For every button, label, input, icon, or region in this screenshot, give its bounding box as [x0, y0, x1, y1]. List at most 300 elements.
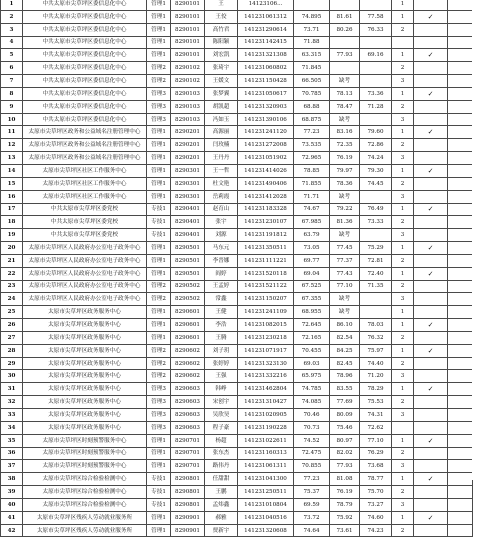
cell-name[interactable]: 王强	[205, 370, 238, 383]
cell-name[interactable]: 高竹君	[205, 23, 238, 36]
cell-post[interactable]: 管理3	[147, 87, 171, 100]
cell-name[interactable]: 孟炜鑫	[205, 498, 238, 511]
cell-exam-no[interactable]: 141231082015	[238, 319, 294, 332]
cell-blank[interactable]	[448, 447, 473, 460]
cell-code[interactable]: 8290502	[171, 280, 205, 293]
cell-code[interactable]: 8290102	[171, 62, 205, 75]
cell-name[interactable]: 王一哲	[205, 164, 238, 177]
cell-total-score[interactable]: 74.23	[360, 524, 392, 537]
cell-selected-mark[interactable]: ✓	[414, 242, 448, 255]
cell-post[interactable]: 专技1	[147, 473, 171, 486]
cell-exam-no[interactable]: 141231051902	[238, 152, 294, 165]
cell-written-score[interactable]	[294, 0, 330, 10]
cell-selected-mark[interactable]: ✓	[414, 319, 448, 332]
cell-seq[interactable]: 2	[1, 10, 23, 23]
cell-written-score[interactable]: 63.79	[294, 229, 330, 242]
cell-total-score[interactable]: 74.40	[360, 357, 392, 370]
cell-unit[interactable]: 太原市尖草坪区政务服务中心	[23, 370, 147, 383]
cell-total-score[interactable]: 78.29	[360, 383, 392, 396]
cell-rank[interactable]: 3	[392, 229, 414, 242]
cell-unit[interactable]: 太原市尖草坪区政务服务中心	[23, 383, 147, 396]
cell-exam-no[interactable]: 141231390106	[238, 113, 294, 126]
cell-blank[interactable]	[448, 524, 473, 537]
cell-selected-mark[interactable]: ✓	[414, 164, 448, 177]
cell-post[interactable]: 管理1	[147, 126, 171, 139]
cell-unit[interactable]: 中共太原市尖草坪区委信息化中心	[23, 49, 147, 62]
cell-blank[interactable]	[448, 280, 473, 293]
cell-unit[interactable]: 太原市尖草坪区时刻预警服务中心	[23, 460, 147, 473]
cell-blank[interactable]	[448, 203, 473, 216]
cell-written-score[interactable]: 73.72	[294, 511, 330, 524]
cell-total-score[interactable]: 72.62	[360, 421, 392, 434]
cell-name[interactable]: 刘宏凯	[205, 49, 238, 62]
cell-name[interactable]: 王佼	[205, 10, 238, 23]
cell-selected-mark[interactable]: ✓	[414, 473, 448, 486]
cell-total-score[interactable]: 76.29	[360, 447, 392, 460]
cell-post[interactable]: 专技1	[147, 203, 171, 216]
cell-selected-mark[interactable]	[414, 306, 448, 319]
cell-selected-mark[interactable]	[414, 370, 448, 383]
cell-blank[interactable]	[448, 152, 473, 165]
cell-total-score[interactable]: 79.60	[360, 126, 392, 139]
cell-seq[interactable]: 23	[1, 280, 23, 293]
cell-blank[interactable]	[448, 370, 473, 383]
cell-unit[interactable]: 中共太原市尖草坪区委党校	[23, 229, 147, 242]
cell-total-score[interactable]	[360, 190, 392, 203]
cell-exam-no[interactable]: 141231520118	[238, 267, 294, 280]
cell-seq[interactable]: 32	[1, 396, 23, 409]
cell-rank[interactable]: 3	[392, 152, 414, 165]
cell-name[interactable]: 张琦宇	[205, 62, 238, 75]
cell-interview-score[interactable]: 77.45	[330, 242, 360, 255]
cell-rank[interactable]: 3	[392, 460, 414, 473]
cell-blank[interactable]	[448, 23, 473, 36]
cell-interview-score[interactable]: 78.79	[330, 498, 360, 511]
cell-exam-no[interactable]: 141231320903	[238, 100, 294, 113]
cell-post[interactable]: 管理3	[147, 421, 171, 434]
cell-post[interactable]: 管理1	[147, 447, 171, 460]
cell-unit[interactable]: 太原市尖草坪区综合检验检测中心	[23, 498, 147, 511]
cell-interview-score[interactable]: 缺考	[330, 293, 360, 306]
cell-written-score[interactable]: 71.88	[294, 36, 330, 49]
cell-unit[interactable]: 太原市尖草坪区社区工作服务中心	[23, 164, 147, 177]
cell-name[interactable]: 任甜甜	[205, 473, 238, 486]
cell-written-score[interactable]: 69.03	[294, 357, 330, 370]
cell-code[interactable]: 8290901	[171, 524, 205, 537]
cell-exam-no[interactable]: 141231150207	[238, 293, 294, 306]
cell-interview-score[interactable]	[330, 36, 360, 49]
cell-exam-no[interactable]: 141231050617	[238, 87, 294, 100]
cell-total-score[interactable]	[360, 36, 392, 49]
cell-blank[interactable]	[448, 87, 473, 100]
cell-written-score[interactable]: 74.64	[294, 524, 330, 537]
cell-exam-no[interactable]: 141231462804	[238, 383, 294, 396]
cell-total-score[interactable]: 79.30	[360, 164, 392, 177]
cell-name[interactable]: 闫玫楠	[205, 139, 238, 152]
cell-name[interactable]: 常鑫	[205, 293, 238, 306]
cell-post[interactable]: 管理1	[147, 0, 171, 10]
cell-name[interactable]: 马东元	[205, 242, 238, 255]
cell-post[interactable]: 管理1	[147, 267, 171, 280]
cell-rank[interactable]: 3	[392, 370, 414, 383]
cell-interview-score[interactable]: 83.16	[330, 126, 360, 139]
cell-seq[interactable]: 27	[1, 331, 23, 344]
cell-total-score[interactable]: 74.60	[360, 511, 392, 524]
cell-unit[interactable]: 太原市尖草坪区政务服务中心	[23, 421, 147, 434]
cell-post[interactable]: 管理1	[147, 177, 171, 190]
cell-code[interactable]: 8290801	[171, 473, 205, 486]
cell-interview-score[interactable]: 81.36	[330, 216, 360, 229]
cell-post[interactable]: 管理3	[147, 396, 171, 409]
cell-unit[interactable]: 太原市尖草坪区综合检验检测中心	[23, 486, 147, 499]
cell-interview-score[interactable]: 75.46	[330, 421, 360, 434]
cell-interview-score[interactable]: 82.02	[330, 447, 360, 460]
cell-selected-mark[interactable]	[414, 293, 448, 306]
cell-seq[interactable]: 34	[1, 421, 23, 434]
cell-code[interactable]: 8290102	[171, 75, 205, 88]
cell-rank[interactable]: 1	[392, 126, 414, 139]
cell-written-score[interactable]: 74.085	[294, 396, 330, 409]
cell-selected-mark[interactable]	[414, 62, 448, 75]
cell-written-score[interactable]: 63.315	[294, 49, 330, 62]
cell-exam-no[interactable]: 141231250511	[238, 486, 294, 499]
cell-blank[interactable]	[448, 62, 473, 75]
cell-total-score[interactable]: 71.28	[360, 100, 392, 113]
cell-total-score[interactable]: 71.20	[360, 370, 392, 383]
cell-unit[interactable]: 太原市尖草坪区残疾人劳动就业服务所	[23, 511, 147, 524]
cell-unit[interactable]: 太原市尖草坪区政务和公益域名注册管理中心	[23, 152, 147, 165]
cell-exam-no[interactable]: 141231010804	[238, 498, 294, 511]
cell-rank[interactable]: 3	[392, 190, 414, 203]
cell-selected-mark[interactable]: ✓	[414, 49, 448, 62]
cell-rank[interactable]: 1	[392, 164, 414, 177]
cell-name[interactable]: 杨超	[205, 434, 238, 447]
cell-rank[interactable]: 2	[392, 331, 414, 344]
cell-blank[interactable]	[448, 511, 473, 524]
cell-code[interactable]: 8290603	[171, 383, 205, 396]
cell-rank[interactable]: 2	[392, 357, 414, 370]
cell-name[interactable]: 陈阳颖	[205, 36, 238, 49]
cell-unit[interactable]: 中共太原市尖草坪区委信息化中心	[23, 113, 147, 126]
cell-written-score[interactable]: 74.785	[294, 383, 330, 396]
cell-interview-score[interactable]: 80.97	[330, 434, 360, 447]
cell-code[interactable]: 8290301	[171, 164, 205, 177]
cell-code[interactable]: 8290103	[171, 87, 205, 100]
cell-exam-no[interactable]: 141231323130	[238, 357, 294, 370]
cell-written-score[interactable]: 67.355	[294, 293, 330, 306]
cell-rank[interactable]: 2	[392, 177, 414, 190]
cell-blank[interactable]	[448, 164, 473, 177]
cell-rank[interactable]: 1	[392, 10, 414, 23]
cell-name[interactable]: 李浩	[205, 319, 238, 332]
cell-interview-score[interactable]: 77.37	[330, 254, 360, 267]
cell-selected-mark[interactable]	[414, 460, 448, 473]
cell-exam-no[interactable]: 141231230107	[238, 216, 294, 229]
cell-blank[interactable]	[448, 126, 473, 139]
cell-post[interactable]: 管理2	[147, 370, 171, 383]
cell-post[interactable]: 管理1	[147, 164, 171, 177]
cell-seq[interactable]: 1	[1, 0, 23, 10]
cell-blank[interactable]	[448, 409, 473, 422]
cell-rank[interactable]: 2	[392, 486, 414, 499]
cell-post[interactable]: 管理1	[147, 139, 171, 152]
cell-interview-score[interactable]: 77.43	[330, 267, 360, 280]
cell-unit[interactable]: 太原市尖草坪区时刻预警服务中心	[23, 434, 147, 447]
cell-code[interactable]: 8290103	[171, 113, 205, 126]
cell-code[interactable]: 8290401	[171, 229, 205, 242]
cell-post[interactable]: 管理1	[147, 242, 171, 255]
cell-interview-score[interactable]: 80.26	[330, 23, 360, 36]
cell-total-score[interactable]	[360, 293, 392, 306]
cell-name[interactable]: 胡凯超	[205, 100, 238, 113]
cell-unit[interactable]: 太原市尖草坪区政务服务中心	[23, 331, 147, 344]
cell-total-score[interactable]: 74.45	[360, 177, 392, 190]
cell-name[interactable]: 赵育山	[205, 203, 238, 216]
cell-exam-no[interactable]: 141231020905	[238, 409, 294, 422]
cell-unit[interactable]: 中共太原市尖草坪区委党校	[23, 203, 147, 216]
cell-unit[interactable]: 太原市尖草坪区残疾人劳动就业服务所	[23, 524, 147, 537]
cell-selected-mark[interactable]: ✓	[414, 126, 448, 139]
cell-code[interactable]: 8290701	[171, 460, 205, 473]
cell-seq[interactable]: 18	[1, 216, 23, 229]
cell-unit[interactable]: 太原市尖草坪区政务服务中心	[23, 319, 147, 332]
cell-unit[interactable]: 中共太原市尖草坪区委信息化中心	[23, 75, 147, 88]
cell-seq[interactable]: 28	[1, 344, 23, 357]
cell-selected-mark[interactable]	[414, 254, 448, 267]
cell-rank[interactable]: 1	[392, 49, 414, 62]
cell-unit[interactable]: 太原市尖草坪区社区工作服务中心	[23, 177, 147, 190]
cell-name[interactable]: 王鹏	[205, 486, 238, 499]
cell-interview-score[interactable]: 缺考	[330, 229, 360, 242]
cell-blank[interactable]	[448, 113, 473, 126]
cell-written-score[interactable]: 75.37	[294, 486, 330, 499]
cell-name[interactable]: 王健	[205, 306, 238, 319]
cell-selected-mark[interactable]: ✓	[414, 10, 448, 23]
cell-exam-no[interactable]: 141231060802	[238, 62, 294, 75]
cell-written-score[interactable]: 68.955	[294, 306, 330, 319]
cell-written-score[interactable]: 73.05	[294, 242, 330, 255]
cell-post[interactable]: 管理3	[147, 113, 171, 126]
cell-written-score[interactable]: 73.71	[294, 23, 330, 36]
cell-written-score[interactable]: 72.165	[294, 331, 330, 344]
cell-post[interactable]: 管理1	[147, 511, 171, 524]
cell-seq[interactable]: 38	[1, 473, 23, 486]
cell-seq[interactable]: 3	[1, 23, 23, 36]
cell-unit[interactable]: 中共太原市尖草坪区委信息化中心	[23, 36, 147, 49]
cell-seq[interactable]: 22	[1, 267, 23, 280]
cell-post[interactable]: 管理2	[147, 344, 171, 357]
cell-total-score[interactable]: 76.32	[360, 331, 392, 344]
cell-name[interactable]: 岳莉霞	[205, 190, 238, 203]
cell-total-score[interactable]: 69.16	[360, 49, 392, 62]
cell-code[interactable]: 8290101	[171, 0, 205, 10]
cell-total-score[interactable]: 78.77	[360, 473, 392, 486]
cell-post[interactable]: 管理2	[147, 62, 171, 75]
cell-code[interactable]: 8290901	[171, 511, 205, 524]
cell-code[interactable]: 8290603	[171, 409, 205, 422]
cell-code[interactable]: 8290602	[171, 357, 205, 370]
cell-code[interactable]: 8290501	[171, 267, 205, 280]
cell-interview-score[interactable]: 73.61	[330, 524, 360, 537]
cell-code[interactable]: 8290103	[171, 100, 205, 113]
cell-unit[interactable]: 太原市尖草坪区政务服务中心	[23, 344, 147, 357]
cell-total-score[interactable]: 76.33	[360, 23, 392, 36]
cell-rank[interactable]: 1	[392, 87, 414, 100]
cell-name[interactable]: 贾新宇	[205, 524, 238, 537]
cell-interview-score[interactable]: 77.93	[330, 460, 360, 473]
cell-blank[interactable]	[448, 460, 473, 473]
cell-code[interactable]: 8290602	[171, 370, 205, 383]
cell-rank[interactable]: 1	[392, 306, 414, 319]
cell-code[interactable]: 8290101	[171, 10, 205, 23]
cell-interview-score[interactable]	[330, 62, 360, 75]
cell-seq[interactable]: 26	[1, 319, 23, 332]
cell-code[interactable]: 8290801	[171, 498, 205, 511]
cell-selected-mark[interactable]: ✓	[414, 87, 448, 100]
cell-unit[interactable]: 中共太原市尖草坪区委信息化中心	[23, 23, 147, 36]
cell-written-score[interactable]: 70.46	[294, 409, 330, 422]
cell-rank[interactable]: 1	[392, 344, 414, 357]
cell-total-score[interactable]: 75.70	[360, 486, 392, 499]
cell-total-score[interactable]: 75.53	[360, 396, 392, 409]
cell-selected-mark[interactable]	[414, 486, 448, 499]
cell-post[interactable]: 管理1	[147, 460, 171, 473]
cell-blank[interactable]	[448, 139, 473, 152]
cell-name[interactable]: 吴欣昊	[205, 409, 238, 422]
cell-written-score[interactable]: 68.88	[294, 100, 330, 113]
cell-blank[interactable]	[448, 434, 473, 447]
cell-code[interactable]: 8290603	[171, 421, 205, 434]
cell-post[interactable]: 管理2	[147, 280, 171, 293]
cell-unit[interactable]: 太原市尖草坪区政务服务中心	[23, 409, 147, 422]
cell-rank[interactable]: 3	[392, 293, 414, 306]
cell-exam-no[interactable]: 141231310427	[238, 396, 294, 409]
cell-rank[interactable]: 3	[392, 75, 414, 88]
cell-rank[interactable]: 2	[392, 23, 414, 36]
cell-seq[interactable]: 11	[1, 126, 23, 139]
cell-seq[interactable]: 13	[1, 152, 23, 165]
cell-unit[interactable]: 中共太原市尖草坪区委信息化中心	[23, 100, 147, 113]
cell-written-score[interactable]: 68.875	[294, 113, 330, 126]
cell-rank[interactable]: 1	[392, 319, 414, 332]
cell-post[interactable]: 管理3	[147, 409, 171, 422]
cell-post[interactable]: 管理3	[147, 100, 171, 113]
cell-interview-score[interactable]: 81.08	[330, 473, 360, 486]
cell-seq[interactable]: 24	[1, 293, 23, 306]
cell-unit[interactable]: 太原市尖草坪区政务服务中心	[23, 357, 147, 370]
cell-exam-no[interactable]: 141231350511	[238, 242, 294, 255]
cell-code[interactable]: 8290101	[171, 23, 205, 36]
cell-name[interactable]: 王媛文	[205, 75, 238, 88]
cell-rank[interactable]: 2	[392, 396, 414, 409]
cell-name[interactable]: 刘源	[205, 229, 238, 242]
cell-total-score[interactable]: 75.29	[360, 242, 392, 255]
cell-post[interactable]: 管理1	[147, 10, 171, 23]
cell-blank[interactable]	[448, 319, 473, 332]
cell-seq[interactable]: 8	[1, 87, 23, 100]
cell-code[interactable]: 8290501	[171, 254, 205, 267]
cell-name[interactable]: 阎婷	[205, 267, 238, 280]
cell-code[interactable]: 8290601	[171, 306, 205, 319]
cell-code[interactable]: 8290201	[171, 152, 205, 165]
cell-exam-no[interactable]: 141231230218	[238, 331, 294, 344]
cell-total-score[interactable]: 74.24	[360, 152, 392, 165]
cell-seq[interactable]: 16	[1, 190, 23, 203]
cell-rank[interactable]: 1	[392, 383, 414, 396]
cell-interview-score[interactable]: 79.22	[330, 203, 360, 216]
cell-code[interactable]: 8290201	[171, 126, 205, 139]
cell-interview-score[interactable]: 75.92	[330, 511, 360, 524]
cell-written-score[interactable]: 70.455	[294, 344, 330, 357]
cell-written-score[interactable]: 70.855	[294, 460, 330, 473]
cell-seq[interactable]: 12	[1, 139, 23, 152]
cell-interview-score[interactable]: 72.35	[330, 139, 360, 152]
cell-name[interactable]: 杜文艳	[205, 177, 238, 190]
cell-name[interactable]: 张东杰	[205, 447, 238, 460]
cell-post[interactable]: 管理1	[147, 23, 171, 36]
cell-exam-no[interactable]: 141231142415	[238, 36, 294, 49]
cell-rank[interactable]: 2	[392, 524, 414, 537]
cell-rank[interactable]: 1	[392, 242, 414, 255]
cell-name[interactable]: 郝雅	[205, 511, 238, 524]
cell-selected-mark[interactable]	[414, 216, 448, 229]
cell-rank[interactable]: 2	[392, 139, 414, 152]
cell-code[interactable]: 8290701	[171, 434, 205, 447]
cell-exam-no[interactable]: 141231490406	[238, 177, 294, 190]
cell-written-score[interactable]: 65.975	[294, 370, 330, 383]
cell-blank[interactable]	[448, 396, 473, 409]
cell-blank[interactable]	[448, 344, 473, 357]
cell-blank[interactable]	[448, 357, 473, 370]
cell-name[interactable]: 王	[205, 0, 238, 10]
cell-post[interactable]: 管理2	[147, 75, 171, 88]
cell-seq[interactable]: 6	[1, 62, 23, 75]
cell-rank[interactable]: 1	[392, 203, 414, 216]
cell-selected-mark[interactable]	[414, 524, 448, 537]
cell-interview-score[interactable]: 86.10	[330, 319, 360, 332]
cell-name[interactable]: 李晋娜	[205, 254, 238, 267]
cell-written-score[interactable]: 73.535	[294, 139, 330, 152]
cell-written-score[interactable]: 72.475	[294, 447, 330, 460]
cell-interview-score[interactable]: 78.36	[330, 177, 360, 190]
cell-code[interactable]: 8290301	[171, 190, 205, 203]
cell-name[interactable]: 张宇	[205, 216, 238, 229]
cell-seq[interactable]: 30	[1, 370, 23, 383]
cell-interview-score[interactable]	[330, 0, 360, 10]
cell-blank[interactable]	[448, 0, 473, 10]
cell-total-score[interactable]: 73.36	[360, 87, 392, 100]
cell-post[interactable]: 管理2	[147, 357, 171, 370]
cell-exam-no[interactable]: 141231191812	[238, 229, 294, 242]
cell-exam-no[interactable]: 141231061312	[238, 10, 294, 23]
cell-seq[interactable]: 41	[1, 511, 23, 524]
cell-seq[interactable]: 33	[1, 409, 23, 422]
cell-post[interactable]: 管理1	[147, 434, 171, 447]
cell-post[interactable]: 管理1	[147, 331, 171, 344]
cell-exam-no[interactable]: 141231150428	[238, 75, 294, 88]
cell-post[interactable]: 专技1	[147, 486, 171, 499]
cell-unit[interactable]: 太原市尖草坪区人民政府办公室电子政务中心	[23, 293, 147, 306]
cell-exam-no[interactable]: 141231412028	[238, 190, 294, 203]
cell-code[interactable]: 8290101	[171, 49, 205, 62]
cell-unit[interactable]: 太原市尖草坪区综合检验检测中心	[23, 473, 147, 486]
cell-code[interactable]: 8290601	[171, 319, 205, 332]
cell-written-score[interactable]: 72.645	[294, 319, 330, 332]
cell-code[interactable]: 8290602	[171, 344, 205, 357]
cell-seq[interactable]: 4	[1, 36, 23, 49]
cell-selected-mark[interactable]	[414, 100, 448, 113]
cell-blank[interactable]	[448, 498, 473, 511]
